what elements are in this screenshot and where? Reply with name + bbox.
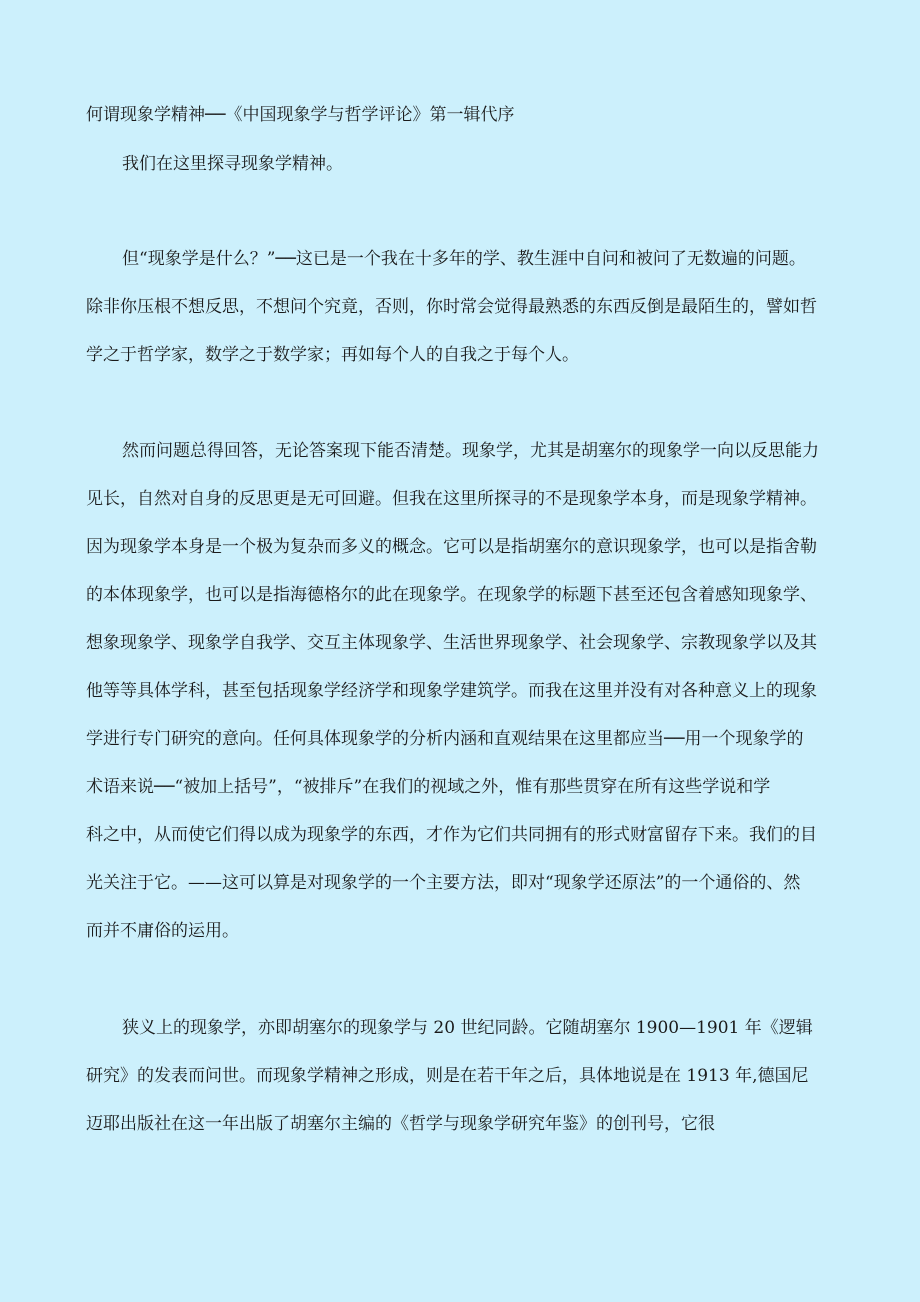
paragraph-line: 除非你压根不想反思，不想问个究竟，否则，你时常会觉得最熟悉的东西反倒是最陌生的，譬如哲 <box>86 297 817 317</box>
paragraph-line: 因为现象学本身是一个极为复杂而多义的概念。它可以是指胡塞尔的意识现象学，也可以是指舍勒 <box>86 537 817 557</box>
paragraph-line: 想象现象学、现象学自我学、交互主体现象学、生活世界现象学、社会现象学、宗教现象学以及其 <box>86 633 817 653</box>
paragraph-line: 见长，自然对自身的反思更是无可回避。但我在这里所探寻的不是现象学本身，而是现象学精神。 <box>86 489 817 509</box>
paragraph-line: 术语来说──“被加上括号”，“被排斥”在我们的视域之外，惟有那些贯穿在所有这些学说和学 <box>86 777 771 797</box>
paragraph-line: 光关注于它。——这可以算是对现象学的一个主要方法，即对“现象学还原法”的一个通俗的、然 <box>86 873 801 893</box>
paragraph-line: 学之于哲学家，数学之于数学家；再如每个人的自我之于每个人。 <box>86 345 579 365</box>
paragraph-line: 的本体现象学，也可以是指海德格尔的此在现象学。在现象学的标题下甚至还包含着感知现象学、 <box>86 585 817 605</box>
document-title: 何谓现象学精神──《中国现象学与哲学评论》第一辑代序 <box>86 105 515 125</box>
paragraph-line: 我们在这里探寻现象学精神。 <box>122 154 343 174</box>
paragraph-line: 他等等具体学科，甚至包括现象学经济学和现象学建筑学。而我在这里并没有对各种意义上的现象 <box>86 681 817 701</box>
paragraph-line: 然而问题总得回答，无论答案现下能否清楚。现象学，尤其是胡塞尔的现象学一向以反思能力 <box>122 441 819 461</box>
paragraph-line: 但“现象学是什么？”──这已是一个我在十多年的学、教生涯中自问和被问了无数遍的问题。 <box>122 249 806 269</box>
paragraph-line: 学进行专门研究的意向。任何具体现象学的分析内涵和直观结果在这里都应当──用一个现象学的 <box>86 729 804 749</box>
paragraph-line: 迈耶出版社在这一年出版了胡塞尔主编的《哲学与现象学研究年鉴》的创刊号，它很 <box>86 1114 715 1134</box>
paragraph-line: 而并不庸俗的运用。 <box>86 921 239 941</box>
paragraph-line: 研究》的发表而问世。而现象学精神之形成，则是在若干年之后，具体地说是在 1913 年,德国尼 <box>86 1066 809 1086</box>
paragraph-line: 科之中，从而使它们得以成为现象学的东西，才作为它们共同拥有的形式财富留存下来。我们的目 <box>86 825 817 845</box>
paragraph-line: 狭义上的现象学，亦即胡塞尔的现象学与 20 世纪同龄。它随胡塞尔 1900—1901 年《逻辑 <box>122 1018 813 1038</box>
